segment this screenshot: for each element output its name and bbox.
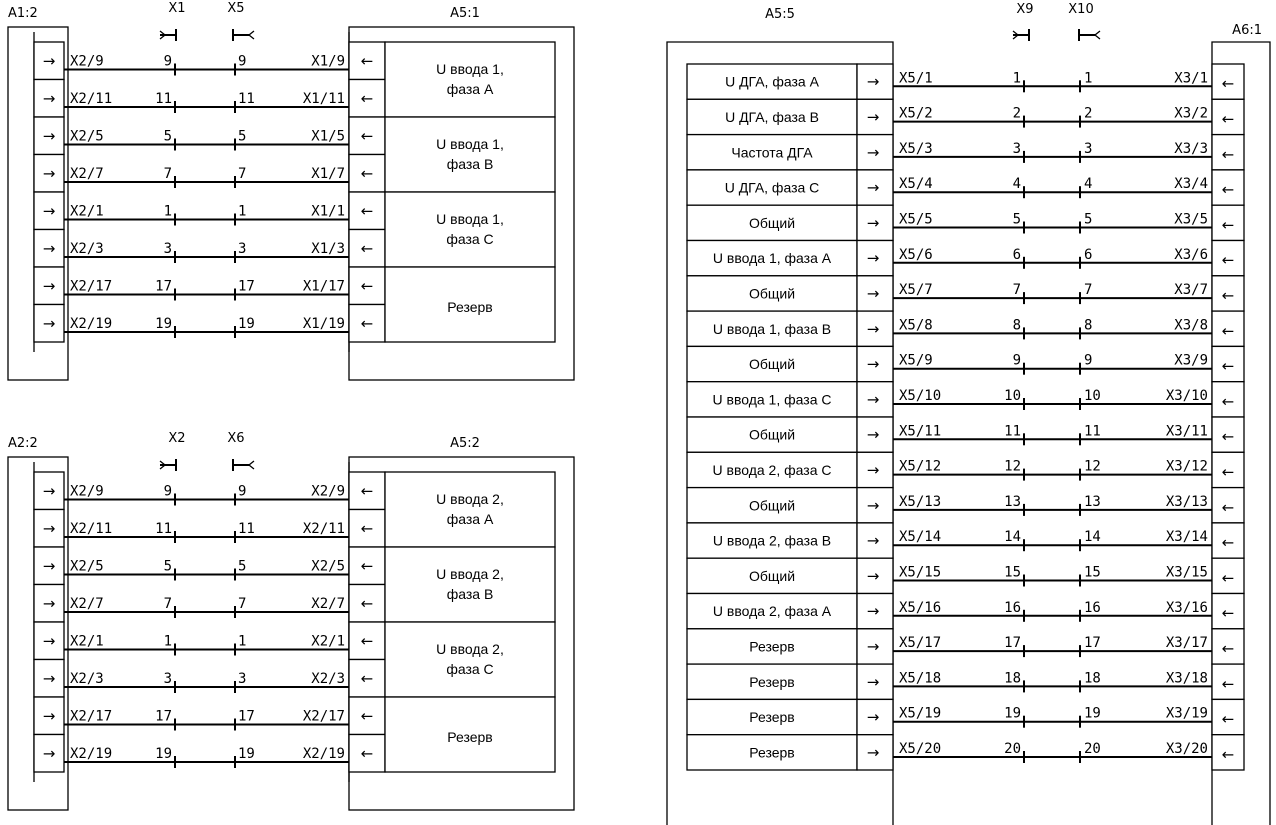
wire-label-right: X2/19 (302, 746, 345, 762)
arrow-left-icon: ← (1221, 639, 1235, 658)
signal-label: фаза C (446, 661, 494, 677)
wire-label-right: X3/12 (1165, 458, 1208, 475)
arrow-left-icon: ← (1221, 498, 1235, 517)
wire-label-right: X2/7 (311, 596, 345, 612)
pin-number: 15 (1004, 564, 1021, 581)
signal-label: фаза A (446, 511, 494, 527)
arrow-left-icon: ← (360, 314, 374, 333)
pin-number: 6 (1012, 246, 1021, 263)
connector-label: X6 (227, 431, 245, 446)
pin-number: 17 (238, 278, 255, 295)
wire-label-left: X2/5 (70, 128, 104, 145)
pin-number: 18 (1084, 670, 1101, 687)
arrow-right-icon: → (42, 51, 56, 70)
signal-label: Резерв (749, 673, 795, 690)
pin-number: 11 (155, 521, 172, 537)
wire-label-right: X3/13 (1165, 493, 1208, 510)
wire-label-left: X5/10 (899, 388, 942, 404)
arrow-right-icon: → (866, 390, 880, 409)
arrow-right-icon: → (866, 425, 880, 444)
wire-label-right: X3/17 (1165, 635, 1208, 652)
wire-label-right: X1/7 (311, 166, 345, 182)
arrow-right-icon: → (866, 672, 880, 691)
wire-label-right: X1/3 (311, 241, 345, 257)
arrow-right-icon: → (42, 276, 56, 295)
wire-label-left: X5/5 (899, 211, 933, 228)
panel-p3 (667, 2, 1270, 825)
arrow-right-icon: → (866, 107, 880, 126)
pin-number: 9 (163, 53, 172, 70)
wire-label-left: X2/3 (70, 241, 104, 257)
left-block-label: A1:2 (8, 6, 38, 21)
arrow-right-icon: → (866, 284, 880, 303)
wire-label-left: X5/3 (899, 140, 933, 157)
pin-number: 5 (163, 128, 172, 145)
signal-label: Общий (748, 497, 796, 514)
arrow-right-icon: → (866, 743, 880, 762)
pin-number: 3 (1012, 140, 1021, 157)
pin-number: 15 (1084, 564, 1101, 581)
arrow-right-icon: → (42, 594, 56, 613)
arrow-left-icon: ← (1221, 357, 1235, 376)
pin-number: 19 (1084, 705, 1101, 722)
arrow-left-icon: ← (1221, 321, 1235, 340)
pin-number: 9 (163, 483, 172, 500)
wire-label-left: X2/1 (70, 633, 104, 650)
signal-box (385, 472, 555, 547)
pin-number: 17 (238, 708, 255, 725)
arrow-right-icon: → (866, 213, 880, 232)
arrow-right-icon: → (42, 481, 56, 500)
arrow-right-icon: → (866, 531, 880, 550)
pin-number: 10 (1084, 388, 1101, 404)
arrow-left-icon: ← (1221, 215, 1235, 234)
wire-label-left: X2/19 (70, 316, 113, 332)
pin-number: 3 (1084, 140, 1093, 157)
pin-number: 13 (1004, 493, 1021, 510)
arrow-left-icon: ← (1221, 286, 1235, 305)
pin-number: 5 (238, 128, 247, 145)
pin-number: 13 (1084, 493, 1101, 510)
arrow-right-icon: → (866, 178, 880, 197)
pin-number: 7 (1012, 282, 1021, 299)
signal-box (385, 117, 555, 192)
signal-label: Общий (748, 567, 796, 584)
wire-label-right: X2/1 (311, 633, 345, 650)
signal-label: Резерв (749, 709, 795, 726)
wire-label-left: X5/12 (899, 458, 942, 475)
wire-label-right: X1/5 (311, 128, 345, 145)
arrow-right-icon: → (42, 314, 56, 333)
signal-label: U ввода 2, (436, 566, 504, 582)
panel-p2 (8, 431, 574, 810)
pin-number: 7 (1084, 282, 1093, 299)
pin-number: 9 (1084, 352, 1093, 369)
pin-number: 2 (1012, 105, 1021, 122)
arrow-left-icon: ← (1221, 427, 1235, 446)
pin-number: 11 (155, 91, 172, 107)
arrow-left-icon: ← (1221, 74, 1235, 93)
wire-label-right: X1/9 (311, 53, 345, 70)
pin-number: 19 (155, 746, 172, 762)
wire-label-right: X3/14 (1165, 529, 1208, 546)
pin-number: 9 (1012, 352, 1021, 369)
pin-number: 12 (1004, 458, 1021, 475)
arrow-right-icon: → (42, 706, 56, 725)
signal-label: U ДГА, фаза A (725, 73, 819, 90)
socket-icon (1079, 29, 1100, 41)
arrow-left-icon: ← (1221, 462, 1235, 481)
connector-label: X9 (1016, 2, 1034, 17)
pin-number: 11 (238, 91, 255, 107)
arrow-right-icon: → (42, 519, 56, 538)
right-block-label: A5:2 (450, 436, 480, 451)
arrow-right-icon: → (866, 566, 880, 585)
arrow-right-icon: → (42, 126, 56, 145)
wire-label-right: X3/15 (1165, 564, 1208, 581)
wire-label-left: X5/20 (899, 741, 942, 757)
signal-label: U ввода 2, (436, 641, 504, 657)
pin-number: 20 (1004, 741, 1021, 757)
pin-number: 1 (238, 203, 247, 220)
arrow-right-icon: → (866, 355, 880, 374)
arrow-right-icon: → (866, 637, 880, 656)
wire-label-right: X2/17 (302, 708, 345, 725)
signal-label: Общий (748, 426, 796, 443)
right-block-label: A5:1 (450, 6, 480, 21)
pin-number: 18 (1004, 670, 1021, 687)
signal-label: U ввода 1, фаза B (712, 320, 832, 337)
pin-number: 1 (238, 633, 247, 650)
pin-number: 6 (1084, 246, 1093, 263)
wire-label-right: X3/9 (1174, 352, 1208, 369)
pin-number: 4 (1012, 176, 1021, 193)
signal-label: U ввода 2, фаза B (712, 532, 832, 549)
signal-label: Резерв (447, 299, 493, 315)
left-block-label: A2:2 (8, 436, 38, 451)
pin-number: 3 (238, 241, 247, 257)
wire-label-right: X3/16 (1165, 599, 1208, 616)
signal-label: Резерв (447, 729, 493, 745)
wire-label-left: X5/6 (899, 246, 933, 263)
signal-label: фаза B (446, 156, 494, 172)
arrow-left-icon: ← (1221, 392, 1235, 411)
pin-number: 11 (238, 521, 255, 537)
wire-label-left: X2/17 (70, 708, 113, 725)
signal-label: Резерв (749, 638, 795, 655)
wire-label-right: X2/5 (311, 558, 345, 575)
arrow-left-icon: ← (360, 126, 374, 145)
arrow-left-icon: ← (1221, 145, 1235, 164)
signal-label: U ввода 1, фаза A (712, 250, 832, 267)
pin-number: 1 (163, 633, 172, 650)
wire-label-left: X5/19 (899, 705, 942, 722)
arrow-right-icon: → (866, 460, 880, 479)
signal-label: U ввода 2, фаза A (712, 603, 832, 620)
signal-box (385, 547, 555, 622)
arrow-right-icon: → (866, 143, 880, 162)
wire-label-left: X2/17 (70, 278, 113, 295)
pin-number: 5 (1012, 211, 1021, 228)
wire-label-right: X3/1 (1174, 70, 1208, 87)
wire-label-left: X5/7 (899, 282, 933, 299)
signal-label: фаза C (446, 231, 494, 247)
arrow-right-icon: → (42, 669, 56, 688)
connector-label: X5 (227, 1, 245, 16)
connector-label: X2 (168, 431, 186, 446)
pin-number: 9 (238, 483, 247, 500)
arrow-right-icon: → (42, 201, 56, 220)
pin-number: 3 (238, 671, 247, 687)
plug-icon (160, 29, 176, 41)
pin-number: 11 (1004, 423, 1021, 440)
wire-label-right: X3/2 (1174, 105, 1208, 122)
wire-label-left: X5/17 (899, 635, 942, 652)
wire-label-right: X2/9 (311, 483, 345, 500)
wire-label-left: X5/2 (899, 105, 933, 122)
wire-label-left: X5/15 (899, 564, 942, 581)
wire-label-right: X3/10 (1165, 388, 1208, 404)
pin-number: 8 (1012, 317, 1021, 334)
wire-label-right: X3/8 (1174, 317, 1208, 334)
arrow-left-icon: ← (360, 669, 374, 688)
pin-number: 14 (1084, 529, 1101, 546)
pin-number: 1 (163, 203, 172, 220)
pin-number: 10 (1004, 388, 1021, 404)
signal-label: U ввода 1, (436, 211, 504, 227)
signal-label: фаза A (446, 81, 494, 97)
signal-label: Общий (748, 285, 796, 302)
signal-label: U ДГА, фаза B (725, 108, 819, 125)
pin-number: 14 (1004, 529, 1021, 546)
wire-label-left: X2/19 (70, 746, 113, 762)
wire-label-right: X3/19 (1165, 705, 1208, 722)
signal-label: U ДГА, фаза C (724, 179, 820, 196)
wire-label-right: X3/4 (1174, 176, 1208, 193)
arrow-left-icon: ← (360, 519, 374, 538)
pin-number: 17 (1084, 635, 1101, 652)
wire-label-right: X3/5 (1174, 211, 1208, 228)
wire-label-left: X2/7 (70, 166, 104, 182)
wire-label-left: X5/4 (899, 176, 933, 193)
wire-label-right: X1/17 (302, 278, 345, 295)
signal-label: Общий (748, 214, 796, 231)
wire-label-left: X5/16 (899, 599, 942, 616)
arrow-left-icon: ← (1221, 533, 1235, 552)
wire-label-right: X3/20 (1165, 741, 1208, 757)
wire-label-left: X2/9 (70, 483, 104, 500)
wire-label-right: X1/11 (302, 91, 345, 107)
pin-number: 16 (1084, 599, 1101, 616)
arrow-left-icon: ← (360, 706, 374, 725)
plug-icon (1013, 29, 1029, 41)
connector-label: X10 (1068, 2, 1094, 17)
pin-number: 7 (163, 166, 172, 182)
signal-box (385, 192, 555, 267)
arrow-left-icon: ← (1221, 251, 1235, 270)
wire-label-left: X5/9 (899, 352, 933, 369)
pin-number: 19 (1004, 705, 1021, 722)
left-block-label: A5:5 (765, 7, 795, 22)
arrow-left-icon: ← (1221, 745, 1235, 764)
wire-label-right: X3/11 (1165, 423, 1208, 440)
pin-number: 17 (155, 278, 172, 295)
pin-number: 8 (1084, 317, 1093, 334)
panel-p1 (8, 1, 574, 380)
arrow-right-icon: → (866, 496, 880, 515)
wire-label-left: X2/1 (70, 203, 104, 220)
arrow-right-icon: → (42, 89, 56, 108)
wire-label-left: X5/13 (899, 493, 942, 510)
socket-icon (233, 29, 254, 41)
pin-number: 17 (1004, 635, 1021, 652)
pin-number: 3 (163, 671, 172, 687)
arrow-right-icon: → (42, 744, 56, 763)
plug-icon (160, 459, 176, 471)
pin-number: 5 (238, 558, 247, 575)
wire-label-right: X1/19 (302, 316, 345, 332)
arrow-left-icon: ← (360, 631, 374, 650)
wire-label-left: X5/8 (899, 317, 933, 334)
arrow-right-icon: → (42, 239, 56, 258)
wire-label-left: X2/7 (70, 596, 104, 612)
signal-box (385, 622, 555, 697)
wire-label-left: X5/18 (899, 670, 942, 687)
wire-label-right: X3/18 (1165, 670, 1208, 687)
arrow-right-icon: → (866, 72, 880, 91)
pin-number: 20 (1084, 741, 1101, 757)
arrow-left-icon: ← (1221, 568, 1235, 587)
pin-number: 17 (155, 708, 172, 725)
arrow-left-icon: ← (1221, 710, 1235, 729)
connector-label: X1 (168, 1, 186, 16)
pin-number: 12 (1084, 458, 1101, 475)
pin-number: 16 (1004, 599, 1021, 616)
signal-label: фаза B (446, 586, 494, 602)
pin-number: 11 (1084, 423, 1101, 440)
signal-label: Общий (748, 356, 796, 373)
wire-label-right: X1/1 (311, 203, 345, 220)
wire-label-left: X2/11 (70, 521, 113, 537)
signal-label: Частота ДГА (731, 144, 813, 161)
wire-label-left: X2/11 (70, 91, 113, 107)
pin-number: 19 (238, 746, 255, 762)
arrow-right-icon: → (42, 631, 56, 650)
arrow-right-icon: → (866, 319, 880, 338)
signal-box (385, 42, 555, 117)
socket-icon (233, 459, 254, 471)
wire-label-left: X5/1 (899, 70, 933, 87)
signal-label: U ввода 1, фаза C (712, 391, 832, 408)
pin-number: 19 (238, 316, 255, 332)
pin-number: 5 (1084, 211, 1093, 228)
arrow-left-icon: ← (360, 51, 374, 70)
arrow-left-icon: ← (360, 556, 374, 575)
pin-number: 3 (163, 241, 172, 257)
wire-label-left: X2/5 (70, 558, 104, 575)
pin-number: 2 (1084, 105, 1093, 122)
pin-number: 5 (163, 558, 172, 575)
arrow-right-icon: → (42, 556, 56, 575)
wire-label-left: X5/11 (899, 423, 942, 440)
wire-label-left: X2/3 (70, 671, 104, 687)
pin-number: 9 (238, 53, 247, 70)
arrow-left-icon: ← (360, 164, 374, 183)
pin-number: 1 (1012, 70, 1021, 87)
signal-label: U ввода 1, (436, 136, 504, 152)
arrow-right-icon: → (42, 164, 56, 183)
signal-label: U ввода 1, (436, 61, 504, 77)
pin-number: 7 (238, 596, 247, 612)
wire-label-right: X3/7 (1174, 282, 1208, 299)
arrow-left-icon: ← (360, 239, 374, 258)
arrow-left-icon: ← (360, 201, 374, 220)
arrow-left-icon: ← (1221, 674, 1235, 693)
pin-number: 1 (1084, 70, 1093, 87)
arrow-left-icon: ← (360, 89, 374, 108)
right-block-label: A6:1 (1232, 23, 1262, 38)
arrow-left-icon: ← (1221, 604, 1235, 623)
pin-number: 7 (238, 166, 247, 182)
wire-label-right: X2/11 (302, 521, 345, 537)
arrow-right-icon: → (866, 602, 880, 621)
arrow-right-icon: → (866, 249, 880, 268)
arrow-left-icon: ← (360, 276, 374, 295)
pin-number: 19 (155, 316, 172, 332)
arrow-left-icon: ← (360, 594, 374, 613)
arrow-right-icon: → (866, 708, 880, 727)
signal-label: Резерв (749, 744, 795, 761)
arrow-left-icon: ← (1221, 180, 1235, 199)
pin-number: 4 (1084, 176, 1093, 193)
wire-label-right: X2/3 (311, 671, 345, 687)
arrow-left-icon: ← (1221, 109, 1235, 128)
pin-number: 7 (163, 596, 172, 612)
wire-label-right: X3/3 (1174, 140, 1208, 157)
wire-label-left: X5/14 (899, 529, 942, 546)
signal-label: U ввода 2, (436, 491, 504, 507)
arrow-left-icon: ← (360, 744, 374, 763)
wire-label-left: X2/9 (70, 53, 104, 70)
arrow-left-icon: ← (360, 481, 374, 500)
wire-label-right: X3/6 (1174, 246, 1208, 263)
signal-label: U ввода 2, фаза C (712, 461, 832, 478)
